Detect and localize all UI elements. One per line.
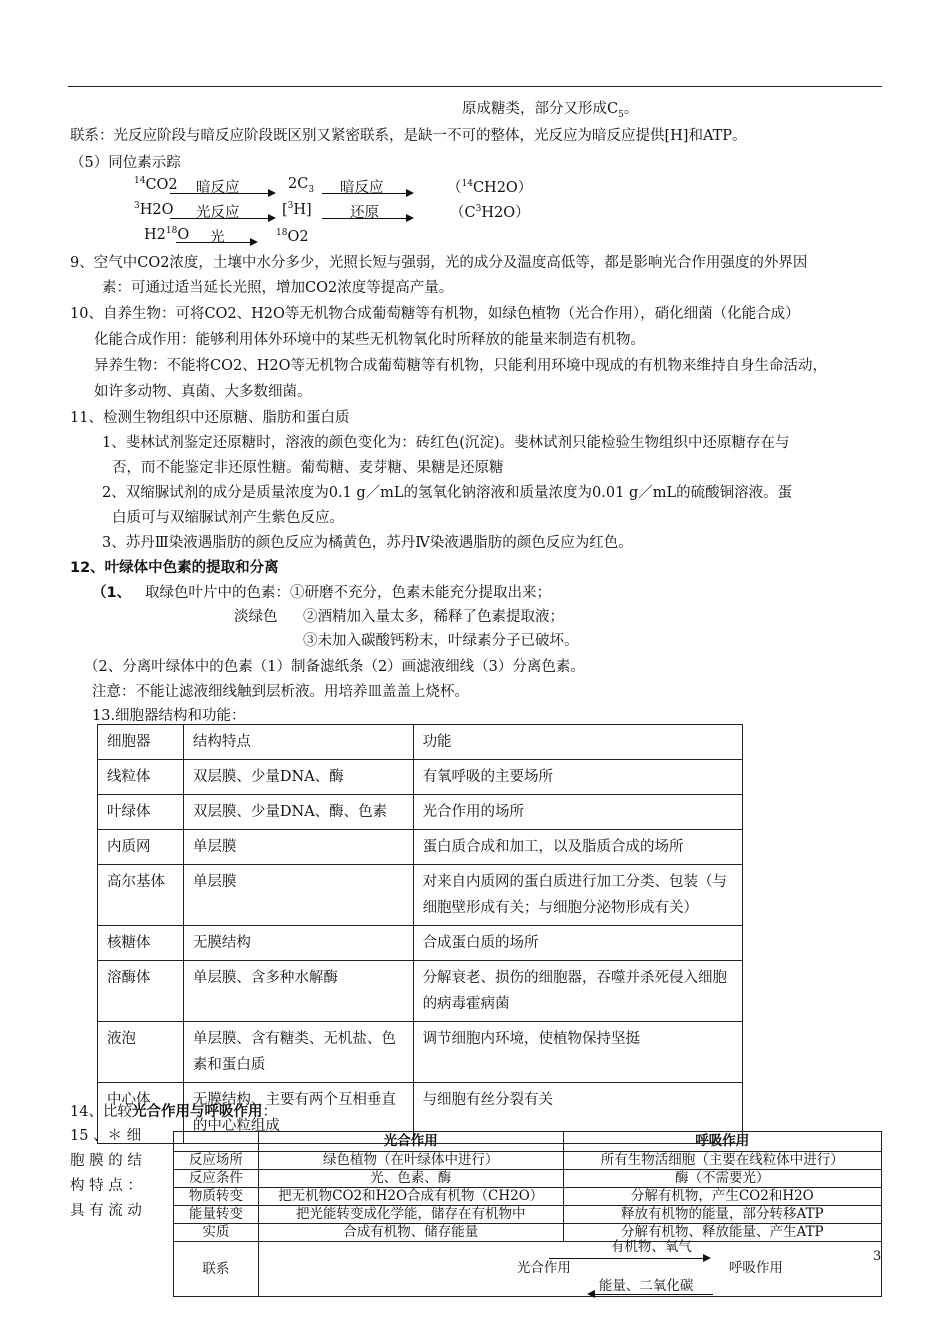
iso-r2-arrow1-label: 光反应 [196, 205, 240, 221]
table-row [98, 830, 743, 865]
table-cell: 单层膜 [183, 830, 413, 865]
p12-item1-b: ②酒精加入量太多，稀释了色素提取液； [303, 609, 564, 625]
p12-heading: 12、叶绿体中色素的提取和分离 [70, 560, 279, 576]
iso-r1-arrow1-label: 暗反应 [196, 180, 240, 196]
p9-line2: 素：可通过适当延长光照，增加CO2浓度等提高产量。 [102, 280, 454, 296]
page-number: 3 [873, 1249, 882, 1264]
p15-side-text [70, 1124, 142, 1224]
table-cell: 光、色素、酶 [258, 1170, 563, 1188]
table-cell: 单层膜、含多种水解酶 [183, 961, 413, 1022]
p15-line: 构 特 点 ： [70, 1178, 142, 1194]
table-cell: 核糖体 [98, 926, 184, 961]
table-row [174, 1152, 882, 1170]
p11-item1-line2: 否，而不能鉴定非还原性糖。葡萄糖、麦芽糖、果糖是还原糖 [112, 460, 504, 476]
table-cell: 光合作用的场所 [413, 795, 742, 830]
table-cell: 中心体 [98, 1083, 184, 1144]
table-row [174, 1188, 882, 1206]
table-cell: 双层膜、少量DNA、酶、色素 [183, 795, 413, 830]
header-cell: 光合作用 [258, 1132, 563, 1152]
table-cell: 合成蛋白质的场所 [413, 926, 742, 961]
table-cell: 所有生物活细胞（主要在线粒体中进行） [563, 1152, 881, 1170]
table-row [98, 1022, 743, 1083]
cycle-top-arrow [549, 1258, 709, 1259]
p12-item1-c: ③未加入碳酸钙粉末，叶绿素分子已破坏。 [303, 633, 579, 649]
iso-r1-reactant: $^{14}$CO2 [134, 176, 178, 193]
continued-line: 原成糖类，部分又形成$C_5$。 [462, 101, 639, 120]
iso-r3-arrow-label: 光 [210, 230, 225, 246]
p12-item1-text: 取绿色叶片中的色素：①研磨不充分，色素未能充分提取出来； [145, 585, 551, 601]
table-cell: 有氧呼吸的主要场所 [413, 760, 742, 795]
table-cell: 反应场所 [174, 1152, 259, 1170]
p10-line1: 10、自养生物：可将CO2、H2O等无机物合成葡萄糖等有机物，如绿色植物（光合作用），硝化细菌（化能合成） [70, 306, 800, 322]
p12-note: 注意：不能让滤液细线触到层析液。用培养皿盖盖上烧杯。 [92, 684, 469, 700]
p11-item2-line2: 白质可与双缩脲试剂产生紫色反应。 [112, 510, 344, 526]
table-row [174, 1206, 882, 1224]
p11-item2-line1: 2、双缩脲试剂的成分是质量浓度为0.1 g／mL的氢氧化钠溶液和质量浓度为0.01 g／mL的硫酸铜溶液。蛋 [102, 485, 793, 501]
iso-r2-arrow1 [170, 218, 274, 219]
table-cell: 无膜结构、主要有两个互相垂直的中心粒组成 [183, 1083, 413, 1144]
table-cell: 调节细胞内环境，使植物保持坚挺 [413, 1022, 742, 1083]
header-cell: 结构特点 [183, 725, 413, 760]
table-cell: 液泡 [98, 1022, 184, 1083]
p15-line: 15 、＊ 细 [70, 1128, 142, 1144]
iso-r1-arrow2-label: 暗反应 [340, 180, 384, 196]
iso-r2-product: $(C^3H2O)$ [450, 204, 530, 221]
header-cell: 功能 [413, 725, 742, 760]
table-cell: 蛋白质合成和加工，以及脂质合成的场所 [413, 830, 742, 865]
table-cell: 线粒体 [98, 760, 184, 795]
table-cell: 实质 [174, 1224, 259, 1242]
table-header-row [98, 725, 743, 760]
link-paragraph: 联系：光反应阶段与暗反应阶段既区别又紧密联系，是缺一不可的整体，光反应为暗反应提供[H]和ATP。 [70, 128, 747, 144]
iso-r2-reactant: $^3$H2O [134, 201, 174, 218]
table-cell: 高尔基体 [98, 865, 184, 926]
header-rule [68, 86, 882, 87]
table-row [98, 760, 743, 795]
table-cell: 无膜结构 [183, 926, 413, 961]
p11-heading: 11、检测生物组织中还原糖、脂肪和蛋白质 [70, 410, 350, 426]
table-row [174, 1242, 882, 1297]
p9-line1: 9、空气中CO2浓度，土壤中水分多少，光照长短与强弱，光的成分及温度高低等，都是影响光合作用强度的外界因 [70, 255, 808, 271]
table-cell: 叶绿体 [98, 795, 184, 830]
p12-item1-side: 淡绿色 [234, 609, 278, 625]
table-row [174, 1170, 882, 1188]
iso-r2-middle: [$^3$H] [282, 201, 312, 218]
cycle-bottom-label: 能量、二氧化碳 [598, 1278, 694, 1294]
p15-line: 具 有 流 动 [70, 1203, 142, 1219]
table-cell: 联系 [174, 1242, 259, 1297]
p11-item1-line1: 1、斐林试剂鉴定还原糖时，溶液的颜色变化为：砖红色(沉淀)。斐林试剂只能检验生物组织中还原糖存在与 [102, 435, 790, 451]
p15-line: 胞 膜 的 结 [70, 1153, 142, 1169]
cycle-top-label: 有机物、氧气 [610, 1239, 692, 1255]
table-cell: 对来自内质网的蛋白质进行加工分类、包装（与细胞壁形成有关；与细胞分泌物形成有关） [413, 865, 742, 926]
iso-r3-reactant: $H2^{18}O$ [144, 226, 190, 243]
table-row [98, 865, 743, 926]
table-cell: 单层膜 [183, 865, 413, 926]
table-cell: 双层膜、少量DNA、酶 [183, 760, 413, 795]
table-cell: 释放有机物的能量，部分转移ATP [563, 1206, 881, 1224]
cycle-bottom-arrow [589, 1294, 713, 1295]
p13-heading: 13.细胞器结构和功能： [92, 708, 246, 724]
p10-line2: 化能合成作用：能够利用体外环境中的某些无机物氧化时所释放的能量来制造有机物。 [94, 332, 645, 348]
iso-r3-arrow [176, 242, 256, 243]
iso-r1-middle: $2C_3$ [288, 176, 315, 195]
table-cell: 反应条件 [174, 1170, 259, 1188]
isotope-heading: （5）同位素示踪 [70, 155, 181, 171]
table-row [98, 926, 743, 961]
iso-r1-arrow2 [322, 193, 412, 194]
table-cell: 物质转变 [174, 1188, 259, 1206]
table-row [174, 1224, 882, 1242]
cycle-right-label: 呼吸作用 [728, 1260, 783, 1276]
table-cell: 把无机物CO2和H2O合成有机物（CH2O） [258, 1188, 563, 1206]
table-cell: 能量转变 [174, 1206, 259, 1224]
table-cell: 分解衰老、损伤的细胞器，吞噬并杀死侵入细胞的病毒霍病菌 [413, 961, 742, 1022]
header-cell: 呼吸作用 [563, 1132, 881, 1152]
header-cell: 细胞器 [98, 725, 184, 760]
p10-line3: 异养生物：不能将CO2、H2O等无机物合成葡萄糖等有机物，只能利用环境中现成的有机物来维持自身生命活动， [94, 358, 827, 374]
table-cell: 绿色植物（在叶绿体中进行） [258, 1152, 563, 1170]
table-row [98, 961, 743, 1022]
p10-line4: 如许多动物、真菌、大多数细菌。 [94, 384, 312, 400]
table-cell: 单层膜、含有糖类、无机盐、色素和蛋白质 [183, 1022, 413, 1083]
organelle-table [97, 724, 743, 1144]
table-cell: 酶（不需要光） [563, 1170, 881, 1188]
compare-table [173, 1131, 882, 1297]
header-cell [174, 1132, 259, 1152]
iso-r1-arrow1 [170, 193, 274, 194]
table-cell: 分解有机物，产生CO2和H2O [563, 1188, 881, 1206]
iso-r2-arrow2-label: 还原 [350, 205, 379, 221]
table-cell: 分解有机物、释放能量、产生ATP [563, 1224, 881, 1242]
table-cell: 把光能转变成化学能，储存在有机物中 [258, 1206, 563, 1224]
p11-item3: 3、苏丹Ⅲ染液遇脂肪的颜色反应为橘黄色，苏丹Ⅳ染液遇脂肪的颜色反应为红色。 [102, 535, 633, 551]
iso-r3-product: $^{18}$O2 [276, 228, 309, 245]
cycle-left-label: 光合作用 [516, 1260, 571, 1276]
p12-item2: （2、分离叶绿体中的色素（1）制备滤纸条（2）画滤液细线（3）分离色素。 [84, 659, 585, 675]
table-row [98, 795, 743, 830]
table-cell: 合成有机物、储存能量 [258, 1224, 563, 1242]
table-cell: 溶酶体 [98, 961, 184, 1022]
table-cell: 内质网 [98, 830, 184, 865]
cycle-diagram [259, 1239, 881, 1296]
table-header-row [174, 1132, 882, 1152]
link-cell [258, 1239, 881, 1297]
iso-r1-product: （$^{14}$CH2O） [447, 179, 533, 196]
iso-r2-arrow2 [322, 218, 412, 219]
table-cell: 与细胞有丝分裂有关 [413, 1083, 742, 1144]
p14-heading: 14、比较光合作用与呼吸作用： [70, 1104, 277, 1120]
p12-item1-label: （1、 [92, 585, 132, 601]
